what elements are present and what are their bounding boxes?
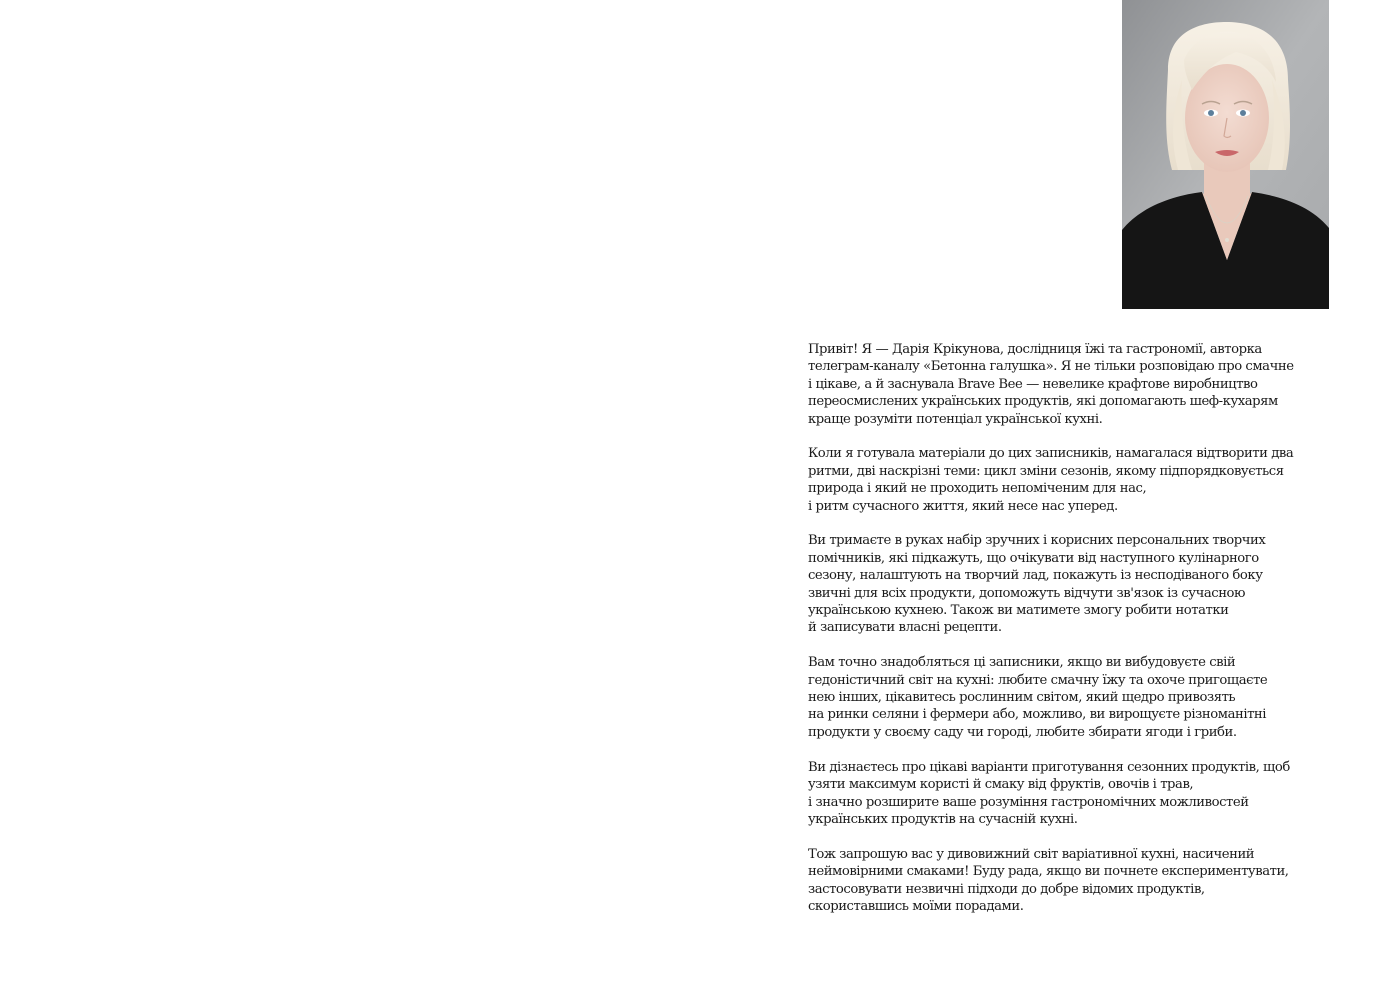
author-portrait — [1122, 0, 1329, 309]
intro-paragraph: Ви тримаєте в руках набір зручних і корисних персональних творчих помічників, які підкажуть, що очікувати від наступного кулінарного сезону, налаштують на творчий лад, покажуть із несподіваного боку звичні для всіх продукти, допоможуть відчути зв'язок із сучасною українською кухнею. Також ви матимете змогу робити нотатки й записувати власні рецепти. — [808, 533, 1266, 636]
intro-paragraph: Привіт! Я — Дарія Крікунова, дослідниця їжі та гастрономії, авторка телеграм-каналу «Бетонна галушка». Я не тільки розповідаю про смачне і цікаве, а й заснувала Brave Bee — невелике крафтове виробництво переосмислених українських продуктів, які допомагають шеф-кухарям краще розуміти потенціал української кухні. — [808, 342, 1294, 427]
intro-paragraph: Вам точно знадобляться ці записники, якщо ви вибудовуєте свій гедоністичний світ на кухні: любите смачну їжу та охоче пригощаєте нею інших, цікавитесь рослинним світом, який щедро привозять на ринки селяни і фермери або, можливо, ви вирощуєте різноманітні продукти у своєму саду чи городі, любите збирати ягоди і гриби. — [808, 655, 1268, 740]
author-portrait-illustration — [1122, 0, 1329, 309]
intro-paragraph: Коли я готувала матеріали до цих записників, намагалася відтворити два ритми, дві наскрізні теми: цикл зміни сезонів, якому підпорядковується природа і який не проходить непоміченим для нас, і ритм сучасного життя, який несе нас уперед. — [808, 446, 1294, 514]
intro-text — [808, 341, 1308, 933]
intro-paragraph: Ви дізнаєтесь про цікаві варіанти приготування сезонних продуктів, щоб узяти максимум користі й смаку від фруктів, овочів і трав, і значно розширите ваше розуміння гастрономічних можливостей українських продуктів на сучасній кухні. — [808, 759, 1290, 827]
intro-paragraph: Тож запрошую вас у дивовижний світ варіативної кухні, насичений неймовірними смаками! Буду рада, якщо ви почнете експериментувати, застосовувати незвичні підходи до добре відомих продуктів, скориставшись моїми порадами. — [808, 846, 1289, 914]
